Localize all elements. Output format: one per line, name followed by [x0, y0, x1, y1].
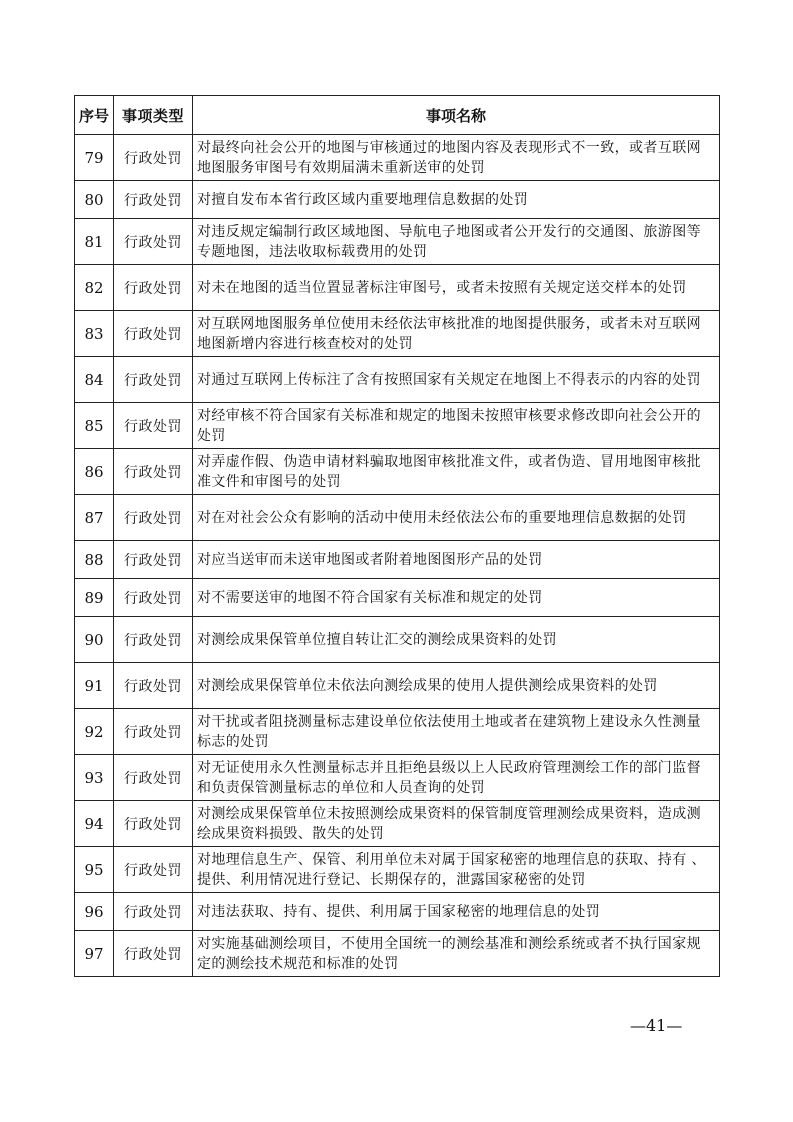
row-type: 行政处罚: [114, 265, 193, 311]
row-type: 行政处罚: [114, 357, 193, 403]
row-name: 对测绘成果保管单位未依法向测绘成果的使用人提供测绘成果资料的处罚: [193, 663, 720, 709]
row-num: 96: [75, 893, 114, 931]
row-type: 行政处罚: [114, 931, 193, 977]
row-name: 对地理信息生产、保管、利用单位未对属于国家秘密的地理信息的获取、持有 、提供、利用情况进行登记、长期保存的，泄露国家秘密的处罚: [193, 847, 720, 893]
row-type: 行政处罚: [114, 617, 193, 663]
table-row: [75, 893, 720, 931]
table-row: [75, 219, 720, 265]
row-num: 91: [75, 663, 114, 709]
row-type: 行政处罚: [114, 495, 193, 541]
table-row: [75, 617, 720, 663]
row-num: 79: [75, 135, 114, 181]
row-type: 行政处罚: [114, 403, 193, 449]
row-num: 95: [75, 847, 114, 893]
row-type: 行政处罚: [114, 449, 193, 495]
table-row: [75, 709, 720, 755]
table-body: [75, 135, 720, 977]
row-name: 对无证使用永久性测量标志并且拒绝县级以上人民政府管理测绘工作的部门监督和负责保管测量标志的单位和人员查询的处罚: [193, 755, 720, 801]
header-name: 事项名称: [193, 96, 720, 135]
row-type: 行政处罚: [114, 541, 193, 579]
row-name: 对测绘成果保管单位未按照测绘成果资料的保管制度管理测绘成果资料，造成测绘成果资料损毁、散失的处罚: [193, 801, 720, 847]
table-row: [75, 579, 720, 617]
row-type: 行政处罚: [114, 219, 193, 265]
row-name: 对违反规定编制行政区域地图、导航电子地图或者公开发行的交通图、旅游图等专题地图，违法收取标载费用的处罚: [193, 219, 720, 265]
row-name: 对违法获取、持有、提供、利用属于国家秘密的地理信息的处罚: [193, 893, 720, 931]
table-row: [75, 181, 720, 219]
row-num: 81: [75, 219, 114, 265]
row-type: 行政处罚: [114, 663, 193, 709]
row-type: 行政处罚: [114, 755, 193, 801]
row-num: 84: [75, 357, 114, 403]
row-type: 行政处罚: [114, 181, 193, 219]
table-row: [75, 449, 720, 495]
row-type: 行政处罚: [114, 709, 193, 755]
row-type: 行政处罚: [114, 311, 193, 357]
row-type: 行政处罚: [114, 847, 193, 893]
table-header-row: [75, 96, 720, 135]
table-row: [75, 265, 720, 311]
row-name: 对未在地图的适当位置显著标注审图号，或者未按照有关规定送交样本的处罚: [193, 265, 720, 311]
table-row: [75, 663, 720, 709]
row-type: 行政处罚: [114, 579, 193, 617]
row-name: 对不需要送审的地图不符合国家有关标准和规定的处罚: [193, 579, 720, 617]
row-type: 行政处罚: [114, 801, 193, 847]
row-num: 93: [75, 755, 114, 801]
table-row: [75, 755, 720, 801]
items-table: [74, 95, 720, 977]
row-name: 对干扰或者阻挠测量标志建设单位依法使用土地或者在建筑物上建设永久性测量标志的处罚: [193, 709, 720, 755]
row-num: 94: [75, 801, 114, 847]
row-num: 88: [75, 541, 114, 579]
row-type: 行政处罚: [114, 135, 193, 181]
row-name: 对测绘成果保管单位擅自转让汇交的测绘成果资料的处罚: [193, 617, 720, 663]
row-num: 85: [75, 403, 114, 449]
table-row: [75, 847, 720, 893]
table-row: [75, 931, 720, 977]
row-num: 97: [75, 931, 114, 977]
row-num: 90: [75, 617, 114, 663]
header-num: 序号: [75, 96, 114, 135]
row-name: 对经审核不符合国家有关标准和规定的地图未按照审核要求修改即向社会公开的处罚: [193, 403, 720, 449]
table-row: [75, 495, 720, 541]
row-type: 行政处罚: [114, 893, 193, 931]
table-row: [75, 357, 720, 403]
table-row: [75, 403, 720, 449]
table-row: [75, 541, 720, 579]
row-name: 对最终向社会公开的地图与审核通过的地图内容及表现形式不一致，或者互联网地图服务审图号有效期届满未重新送审的处罚: [193, 135, 720, 181]
row-name: 对互联网地图服务单位使用未经依法审核批准的地图提供服务，或者未对互联网地图新增内容进行核查校对的处罚: [193, 311, 720, 357]
page-number: —41—: [630, 1016, 683, 1035]
row-num: 86: [75, 449, 114, 495]
row-name: 对弄虚作假、伪造申请材料骗取地图审核批准文件，或者伪造、冒用地图审核批准文件和审图号的处罚: [193, 449, 720, 495]
row-num: 87: [75, 495, 114, 541]
row-name: 对实施基础测绘项目，不使用全国统一的测绘基准和测绘系统或者不执行国家规定的测绘技术规范和标准的处罚: [193, 931, 720, 977]
row-name: 对擅自发布本省行政区域内重要地理信息数据的处罚: [193, 181, 720, 219]
header-type: 事项类型: [114, 96, 193, 135]
row-num: 89: [75, 579, 114, 617]
row-name: 对应当送审而未送审地图或者附着地图图形产品的处罚: [193, 541, 720, 579]
table-row: [75, 801, 720, 847]
row-name: 对通过互联网上传标注了含有按照国家有关规定在地图上不得表示的内容的处罚: [193, 357, 720, 403]
table-row: [75, 311, 720, 357]
row-num: 92: [75, 709, 114, 755]
row-num: 82: [75, 265, 114, 311]
row-name: 对在对社会公众有影响的活动中使用未经依法公布的重要地理信息数据的处罚: [193, 495, 720, 541]
row-num: 83: [75, 311, 114, 357]
row-num: 80: [75, 181, 114, 219]
table-row: [75, 135, 720, 181]
